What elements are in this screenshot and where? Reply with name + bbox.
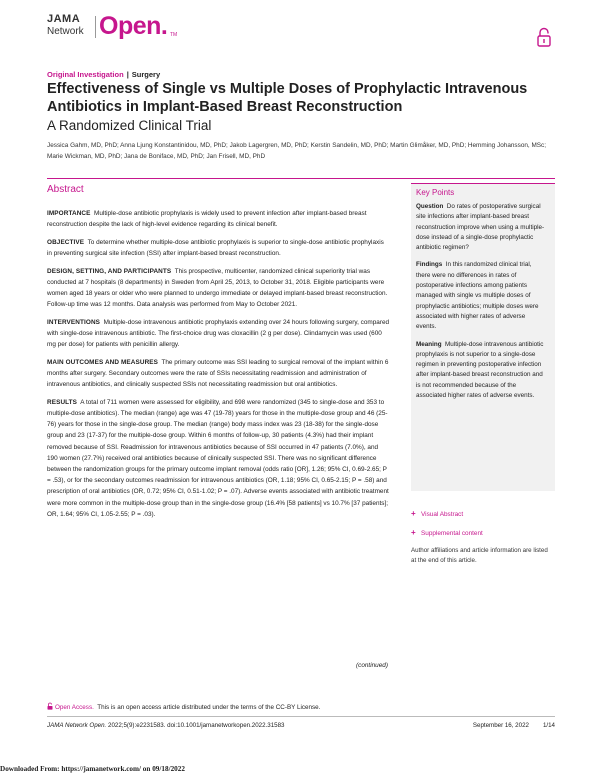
abstract-heading: Abstract <box>47 184 84 195</box>
footer-date: September 16, 2022 <box>472 722 529 729</box>
article-subtitle: A Randomized Clinical Trial <box>47 118 212 133</box>
article-kicker <box>47 70 160 80</box>
continued-note: (continued) <box>356 662 388 669</box>
section-label: MAIN OUTCOMES AND MEASURES <box>47 358 159 366</box>
key-point-text: In this randomized clinical trial, there were no differences in rates of postoperative infections among patients managed with single vs multiple doses of prophylactic antibiotics; multiple doses were associated with higher rates of adverse events. <box>416 261 539 331</box>
section-text: A total of 711 women were assessed for eligibility, and 698 were randomized (345 to single-dose and 353 to multiple-dose antibiotics). The median (range) age was 47 (19-78) years for those in the multiple-dose group and 46 (25-76) years for those in the single-dose group. The median (range) body mass index was 23 (18-38) for the single-dose group and 23 (17-37) for the multiple-dose group. Within 6 months of follow-up, 30 patients (4.3%) had their implant removed because of SSI. Readmission for intravenous antibiotics because of SSI occurred in 47 patients (7.0%), and 190 women (27.7%) received oral antibiotics because of clinically suspected SSI. There was no significant difference between the randomization groups for the primary outcome implant removal (odds ratio [OR], 1.26; 95% CI, 0.69-2.65; P = .53), or for the secondary outcomes readmission for intravenous antibiotics (OR, 1.18; 95% CI, 0.65-2.15; P = .58) and prescription of oral antibiotics (OR, 0.72; 95% CI, 0.51-1.02; P = .07). Adverse events associated with antibiotic treatment were more common in the multiple-dose group than in the single-dose group (16.4% [58 patients] vs 10.7% [37 patients]; OR, 1.64; 95% CI, 1.05-2.55; P = .03). <box>47 398 389 518</box>
visual-abstract-link[interactable] <box>411 509 463 520</box>
open-lock-icon <box>537 27 551 47</box>
footer-journal-name: JAMA Network Open. <box>47 722 107 729</box>
section-label: INTERVENTIONS <box>47 318 101 326</box>
article-section: Surgery <box>131 70 161 79</box>
key-point-findings <box>416 260 546 332</box>
footer-citation-text[interactable]: 2022;5(9):e2231583. doi:10.1001/jamanetworkopen.2022.31583 <box>108 722 285 729</box>
kicker-separator: | <box>126 70 129 79</box>
header-divider <box>47 178 555 179</box>
logo-open-text: Open. <box>99 12 168 40</box>
visual-abstract-label: Visual Abstract <box>421 511 464 518</box>
key-points-body <box>416 202 546 408</box>
section-label: IMPORTANCE <box>47 210 91 217</box>
key-point-question <box>416 202 546 253</box>
key-points-box <box>411 183 555 491</box>
open-access-note <box>47 702 320 712</box>
section-text: To determine whether multiple-dose antibiotic prophylaxis is superior to single-dose antibiotic prophylaxis in preventing surgical site infection (SSI) after implant-based breast reconstruction. <box>47 238 384 257</box>
key-point-meaning <box>416 340 546 402</box>
abstract-results <box>47 397 390 520</box>
supplemental-content-label: Supplemental content <box>421 530 483 537</box>
abstract-interventions <box>47 317 390 351</box>
article-title: Effectiveness of Single vs Multiple Doses of Prophylactic Intravenous Antibiotics in Implant-Based Breast Reconstruction <box>47 81 528 115</box>
section-text: Multiple-dose intravenous antibiotic prophylaxis extending over 24 hours following surgery, compared with single-dose intravenous antibiotic. The first-choice drug was cloxacillin (2 g per dose). Clindamycin was used (600 mg per dose) for patients with penicillin allergy. <box>47 318 390 349</box>
abstract-objective <box>47 237 390 259</box>
key-point-label: Findings <box>416 261 443 269</box>
author-list: Jessica Gahm, MD, PhD; Anna Ljung Konstantinidou, MD, PhD; Jakob Lagergren, MD, PhD; Kerstin Sandelin, MD, PhD; Martin Glimåker, MD, PhD; Hemming Johansson, MSc; Marie Wickman, MD, PhD; Jana de Boniface, MD, PhD; Jan Frisell, MD, PhD <box>47 142 547 160</box>
article-category[interactable]: Original Investigation <box>47 70 124 79</box>
section-text: This prospective, multicenter, randomized clinical superiority trial was conducted at 7 hospitals (8 departments) in Sweden from April 25, 2013, to October 31, 2018. Eligible participants were women aged 18 years or older who were planned to undergo immediate or delayed implant-based breast reconstruction. Follow-up time was 12 months. Data analysis was performed from May to October 2021. <box>47 267 388 309</box>
key-point-text: Multiple-dose intravenous antibiotic prophylaxis is not superior to a single-dose regimen in preventing postoperative infection after implant-based breast reconstruction and is not recommended because of the associated higher rates of adverse events. <box>416 340 544 400</box>
key-point-text: Do rates of postoperative surgical site infections after implant-based breast reconstruction improve when using a multiple-dose instead of a single-dose prophylactic antibiotic regimen? <box>416 203 545 252</box>
key-points-heading: Key Points <box>416 188 455 197</box>
abstract-body <box>47 208 390 526</box>
open-access-label[interactable]: Open Access. <box>55 704 94 711</box>
section-label: OBJECTIVE <box>47 238 85 246</box>
section-label: DESIGN, SETTING, AND PARTICIPANTS <box>47 267 172 275</box>
open-access-text: This is an open access article distributed under the terms of the CC-BY License. <box>97 704 321 711</box>
open-access-icon <box>47 702 53 710</box>
abstract-outcomes <box>47 357 390 391</box>
logo-trademark: TM <box>170 32 178 38</box>
plus-icon: + <box>411 528 416 537</box>
page-number: 1/14 <box>542 722 555 729</box>
journal-logo[interactable] <box>47 14 187 50</box>
section-text: The primary outcome was SSI leading to surgical removal of the implant within 6 months after surgery. Secondary outcomes were the rate of SSIs necessitating readmission and administration of intravenous antibiotics, and clinically suspected SSIs not necessitating readmission but oral antibiotics. <box>47 358 389 389</box>
logo-network-text: Network <box>47 26 84 37</box>
abstract-importance <box>47 208 390 230</box>
section-text: Multiple-dose antibiotic prophylaxis is widely used to prevent infection after implant-based breast reconstruction despite the lack of high-level evidence regarding its clinical benefit. <box>47 210 367 229</box>
footer-divider <box>47 716 555 717</box>
plus-icon: + <box>411 509 416 518</box>
logo-divider <box>95 16 96 38</box>
footer-right <box>442 722 555 730</box>
footer-citation <box>47 722 285 730</box>
key-point-label: Meaning <box>416 340 442 348</box>
supplemental-content-link[interactable] <box>411 528 483 539</box>
logo-jama-text: JAMA <box>47 13 81 25</box>
key-point-label: Question <box>416 203 444 210</box>
abstract-design <box>47 266 390 311</box>
section-label: RESULTS <box>47 398 78 406</box>
affiliations-note: Author affiliations and article information are listed at the end of this article. <box>411 547 548 564</box>
download-stamp: Downloaded From: https://jamanetwork.com/ on 09/18/2022 <box>0 765 185 773</box>
